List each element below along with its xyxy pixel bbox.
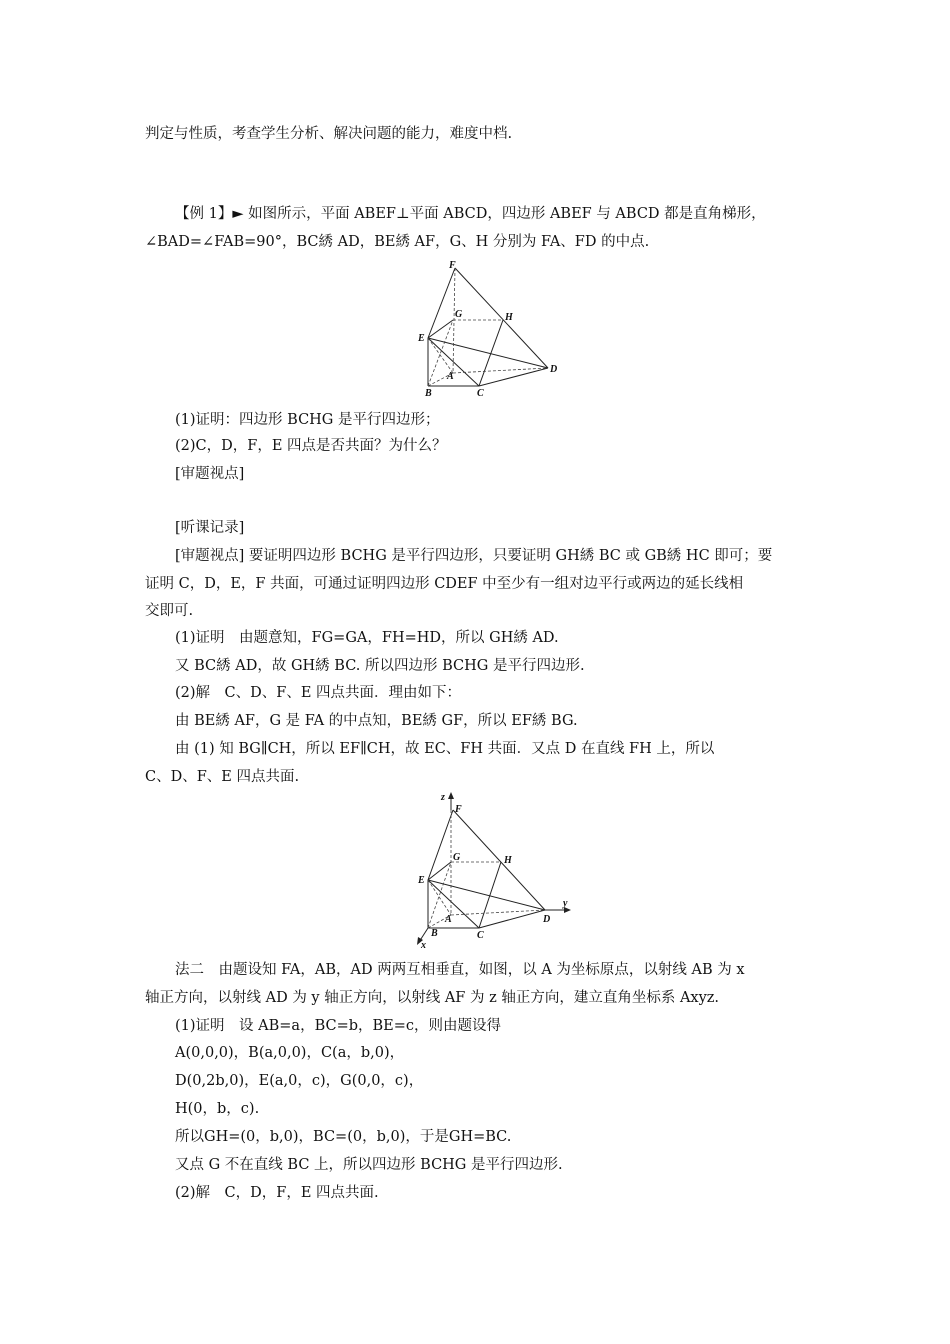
label-G: G [453, 852, 461, 863]
label-F: F [455, 804, 462, 815]
example-heading: 【例 1】► 如图所示，平面 ABEF⊥平面 ABCD，四边形 ABEF 与 ABCD 都是直角梯形， [175, 206, 766, 222]
text-line: (2)解 C，D，F，E 四点共面. [175, 1185, 379, 1201]
label-z: z [441, 792, 445, 803]
figure-2 [405, 790, 585, 950]
label-B: B [425, 388, 432, 399]
label-D: D [550, 364, 558, 375]
label-B: B [431, 928, 438, 939]
text-line: 由 (1) 知 BG∥CH，所以 EF∥CH，故 EC、FH 共面．又点 D 在直线 FH 上，所以 [175, 741, 715, 757]
text-line: (1)证明 由题意知，FG=GA，FH=HD，所以 GH綉 AD. [175, 630, 559, 646]
text-line: [审题视点] [175, 466, 245, 482]
text-line: (1)证明 设 AB=a，BC=b，BE=c，则由题设得 [175, 1018, 502, 1034]
text-line: 判定与性质，考查学生分析、解决问题的能力，难度中档. [145, 126, 513, 142]
text-line: 法二 由题设知 FA，AB，AD 两两互相垂直，如图，以 A 为坐标原点，以射线 AB 为 x [175, 962, 745, 978]
text-line: 由 BE綉 AF，G 是 FA 的中点知，BE綉 GF，所以 EF綉 BG. [175, 713, 578, 729]
label-A: A [447, 371, 454, 382]
text-line: 轴正方向，以射线 AD 为 y 轴正方向，以射线 AF 为 z 轴正方向，建立直角坐标系 Axyz. [145, 990, 720, 1006]
label-y: y [563, 898, 568, 909]
text-line: (2)C，D，F，E 四点是否共面？为什么？ [175, 438, 447, 454]
label-E: E [418, 875, 425, 886]
text-line: (2)解 C、D、F、E 四点共面．理由如下： [175, 685, 462, 701]
text-line: (1)证明：四边形 BCHG 是平行四边形； [175, 412, 440, 428]
label-H: H [505, 312, 513, 323]
text-line: C、D、F、E 四点共面. [145, 769, 300, 785]
label-E: E [418, 333, 425, 344]
text-line: ∠BAD=∠FAB=90°，BC綉 AD，BE綉 AF，G、H 分别为 FA、FD 的中点. [145, 234, 650, 250]
text-line: 所以GH=(0，b,0)，BC=(0，b,0)，于是GH=BC. [175, 1129, 512, 1145]
text-line: [审题视点] 要证明四边形 BCHG 是平行四边形，只要证明 GH綉 BC 或 GB綉 HC 即可；要 [175, 548, 773, 564]
text-line: 交即可. [145, 603, 194, 619]
label-x: x [421, 940, 426, 950]
text-line: 又 BC綉 AD，故 GH綉 BC. 所以四边形 BCHG 是平行四边形. [175, 658, 585, 674]
label-C: C [477, 388, 484, 399]
text-line: [听课记录] [175, 520, 245, 536]
label-D: D [543, 914, 551, 925]
label-C: C [477, 930, 484, 941]
text-line: 证明 C，D，E，F 共面，可通过证明四边形 CDEF 中至少有一组对边平行或两边的延长线相 [145, 576, 744, 592]
text-line: 又点 G 不在直线 BC 上，所以四边形 BCHG 是平行四边形. [175, 1157, 563, 1173]
text-line: H(0，b，c). [175, 1101, 260, 1117]
label-H: H [504, 855, 512, 866]
text-line: D(0,2b,0)，E(a,0，c)，G(0,0，c)， [175, 1073, 424, 1089]
label-A: A [445, 914, 452, 925]
label-F: F [449, 260, 456, 271]
label-G: G [455, 309, 463, 320]
text-line: A(0,0,0)，B(a,0,0)，C(a，b,0)， [175, 1045, 405, 1061]
figure-1 [415, 258, 565, 400]
